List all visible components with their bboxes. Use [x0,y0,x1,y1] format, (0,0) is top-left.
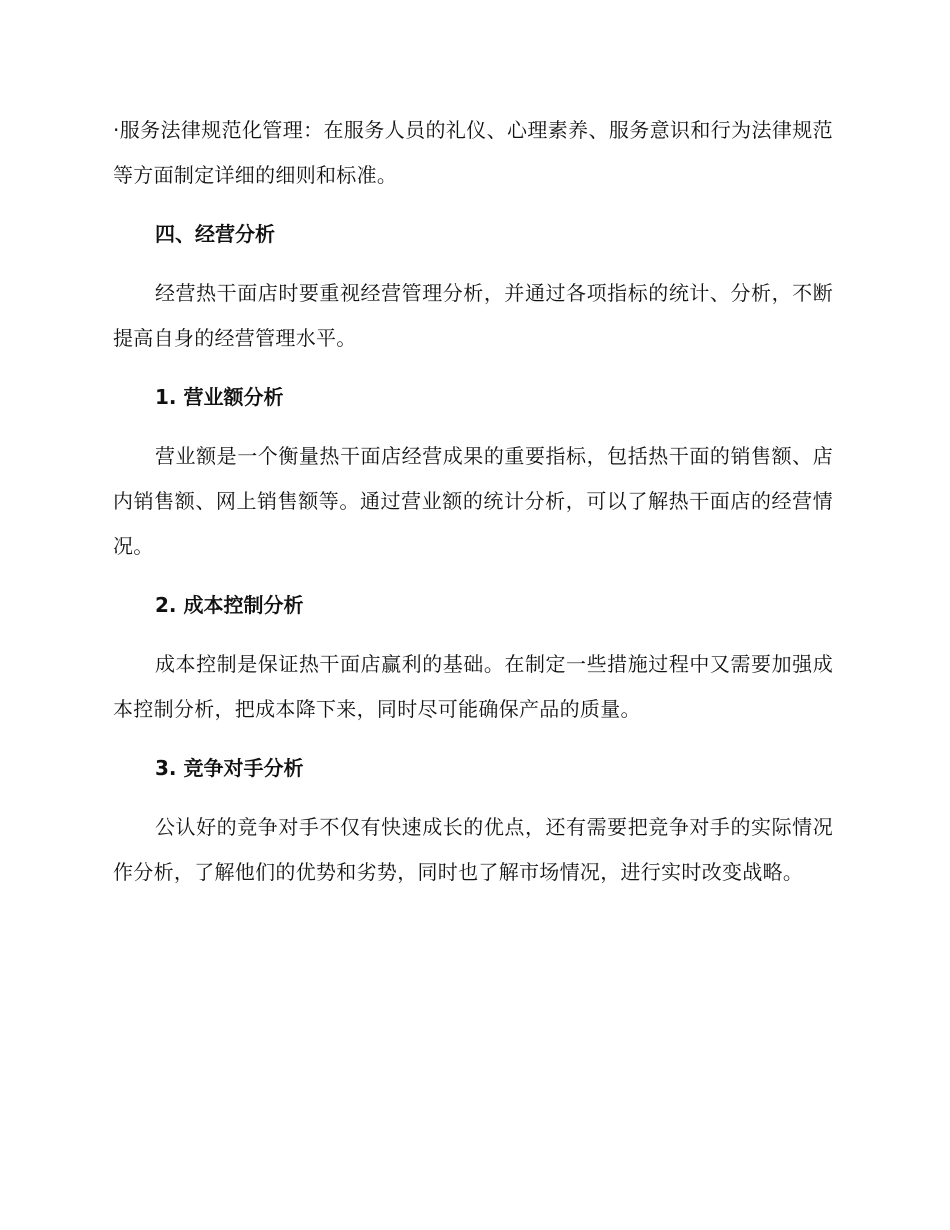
paragraph-competitor-analysis: 公认好的竞争对手不仅有快速成长的优点，还有需要把竞争对手的实际情况作分析，了解他们的优势和劣势，同时也了解市场情况，进行实时改变战略。 [113,815,833,884]
paragraph-revenue-analysis: 营业额是一个衡量热干面店经营成果的重要指标，包括热干面的销售额、店内销售额、网上销售额等。通过营业额的统计分析，可以了解热干面店的经营情况。 [113,444,833,558]
paragraph-cost-control-analysis: 成本控制是保证热干面店赢利的基础。在制定一些措施过程中又需要加强成本控制分析，把成本降下来，同时尽可能确保产品的质量。 [113,652,833,721]
paragraph-service-standards: ·服务法律规范化管理：在服务人员的礼仪、心理素养、服务意识和行为法律规范等方面制定详细的细则和标准。 [113,118,833,187]
paragraph-business-analysis-intro: 经营热干面店时要重视经营管理分析，并通过各项指标的统计、分析，不断提高自身的经营管理水平。 [113,281,833,350]
heading-business-analysis: 四、经营分析 [155,222,275,246]
document-body [113,108,833,895]
heading-competitor-analysis: 3. 竞争对手分析 [155,756,304,780]
heading-revenue-analysis: 1. 营业额分析 [155,385,284,409]
heading-cost-control-analysis: 2. 成本控制分析 [155,593,304,617]
